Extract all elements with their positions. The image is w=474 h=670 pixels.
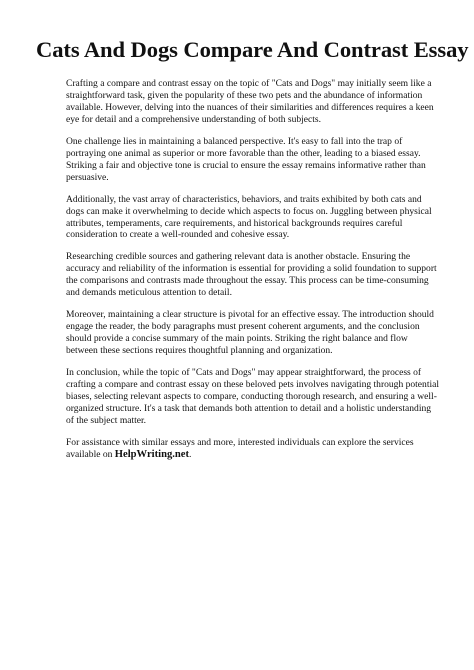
paragraph-research: Researching credible sources and gathering relevant data is another obstacle. Ensuring the accuracy and reliability of the information is essential for providing a solid foundation to support the comparisons and contrasts made throughout the essay. This process can be time-consuming and demands meticulous attention to detail. xyxy=(66,251,437,299)
document-body xyxy=(66,78,440,471)
closing-text: For assistance with similar essays and more, interested individuals can explore the services available on xyxy=(66,436,414,460)
paragraph-closing xyxy=(66,437,440,461)
helpwriting-link[interactable]: HelpWriting.net xyxy=(114,448,190,460)
paragraph-characteristics: Additionally, the vast array of characteristics, behaviors, and traits exhibited by both cats and dogs can make it overwhelming to decide which aspects to focus on. Juggling between physical attributes, temperaments, care requirements, and historical backgrounds requires careful consideration to create a well-rounded and cohesive essay. xyxy=(66,193,432,241)
closing-punctuation: . xyxy=(189,448,192,460)
paragraph-balance: One challenge lies in maintaining a balanced perspective. It's easy to fall into the trap of portraying one animal as superior or more favorable than the other, leading to a biased essay. Striking a fair and objective tone is crucial to ensure the essay remains informative rather than persuasive. xyxy=(66,135,426,183)
paragraph-conclusion: In conclusion, while the topic of "Cats and Dogs" may appear straightforward, the process of crafting a compare and contrast essay on these beloved pets involves navigating through potential biases, selecting relevant aspects to compare, conducting thorough research, and ensuring a well-organized structure. It's a task that demands both attention to detail and a holistic understanding of the subject matter. xyxy=(66,367,440,426)
paragraph-intro: Crafting a compare and contrast essay on the topic of "Cats and Dogs" may initially seem like a straightforward task, given the popularity of these two pets and the abundance of information available. However, delving into the nuances of their similarities and differences requires a keen eye for detail and a comprehensive understanding of both subjects. xyxy=(66,78,434,125)
paragraph-structure: Moreover, maintaining a clear structure is pivotal for an effective essay. The introduction should engage the reader, the body paragraphs must present coherent arguments, and the conclusion should provide a concise summary of the main points. Striking the right balance and flow between these sections requires thoughtful planning and organization. xyxy=(66,309,434,357)
document-title: Cats And Dogs Compare And Contrast Essay xyxy=(36,37,469,62)
